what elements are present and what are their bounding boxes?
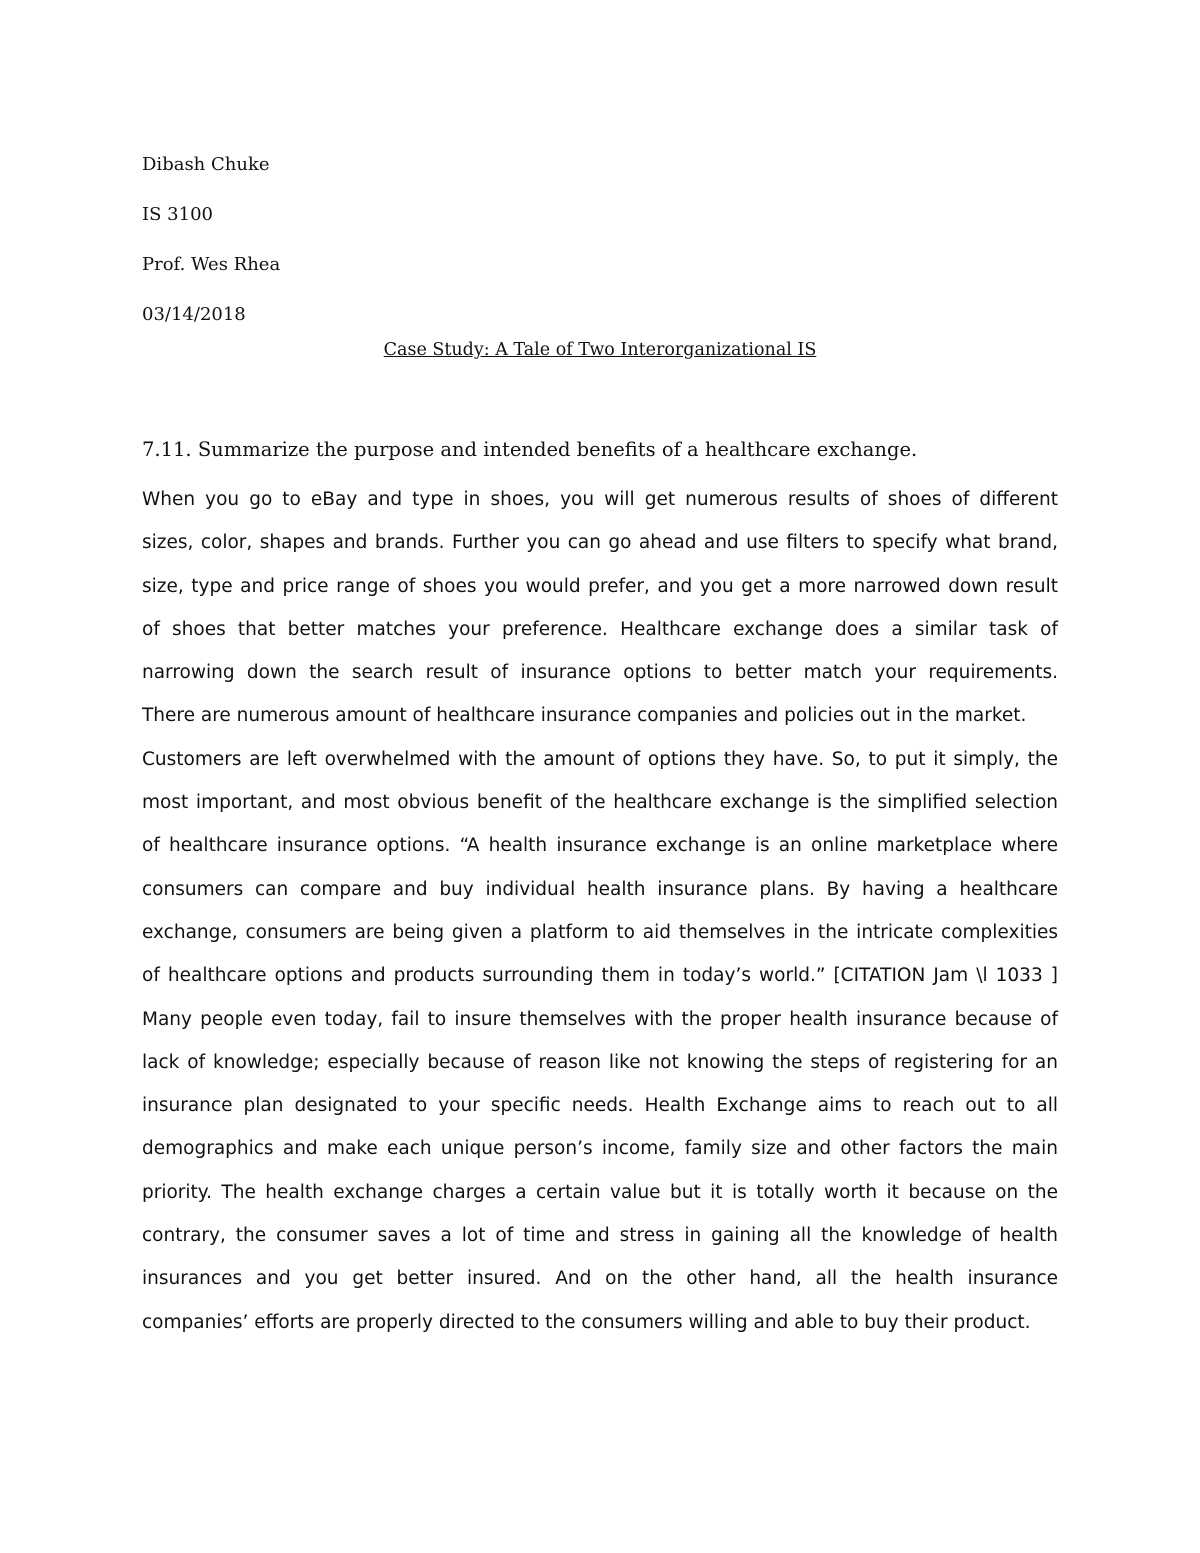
- body-line: demographics and make each unique person’s income, family size and other factors the main: [142, 1138, 1058, 1160]
- body-line: sizes, color, shapes and brands. Further you can go ahead and use filters to specify what brand,: [142, 532, 1058, 554]
- question-heading: 7.11. Summarize the purpose and intended benefits of a healthcare exchange.: [142, 438, 918, 461]
- body-line: of healthcare insurance options. “A health insurance exchange is an online marketplace where: [142, 835, 1058, 857]
- body-line: Many people even today, fail to insure themselves with the proper health insurance because of: [142, 1008, 1058, 1030]
- document-header: [142, 140, 742, 340]
- body-line: size, type and price range of shoes you would prefer, and you get a more narrowed down result: [142, 575, 1058, 597]
- body-line: insurances and you get better insured. And on the other hand, all the health insurance: [142, 1268, 1058, 1290]
- body-line: lack of knowledge; especially because of reason like not knowing the steps of registering for an: [142, 1051, 1058, 1073]
- body-line: of shoes that better matches your preference. Healthcare exchange does a similar task of: [142, 618, 1058, 640]
- body-line: priority. The health exchange charges a certain value but it is totally worth it because on the: [142, 1181, 1058, 1203]
- body-line: Customers are left overwhelmed with the amount of options they have. So, to put it simply, the: [142, 748, 1058, 770]
- body-line: consumers can compare and buy individual health insurance plans. By having a healthcare: [142, 878, 1058, 900]
- document-date: 03/14/2018: [142, 304, 246, 325]
- body-line: most important, and most obvious benefit of the healthcare exchange is the simplified selection: [142, 792, 1058, 814]
- author-name: Dibash Chuke: [142, 154, 270, 175]
- body-line: companies’ efforts are properly directed to the consumers willing and able to buy their product.: [142, 1311, 1031, 1333]
- body-line: of healthcare options and products surrounding them in today’s world.” [CITATION Jam \l 1033 ]: [142, 965, 1058, 987]
- body-line: When you go to eBay and type in shoes, you will get numerous results of shoes of different: [142, 489, 1058, 510]
- professor-name: Prof. Wes Rhea: [142, 254, 281, 275]
- body-line: There are numerous amount of healthcare insurance companies and policies out in the market.: [142, 705, 1027, 727]
- course-code: IS 3100: [142, 204, 213, 225]
- document-title: Case Study: A Tale of Two Interorganizational IS: [383, 340, 817, 360]
- body-line: narrowing down the search result of insurance options to better match your requirements.: [142, 662, 1058, 684]
- body-line: insurance plan designated to your specific needs. Health Exchange aims to reach out to all: [142, 1095, 1058, 1117]
- body-line: contrary, the consumer saves a lot of time and stress in gaining all the knowledge of health: [142, 1225, 1058, 1247]
- body-line: exchange, consumers are being given a platform to aid themselves in the intricate complexities: [142, 921, 1058, 943]
- body-paragraph: [142, 478, 1058, 1344]
